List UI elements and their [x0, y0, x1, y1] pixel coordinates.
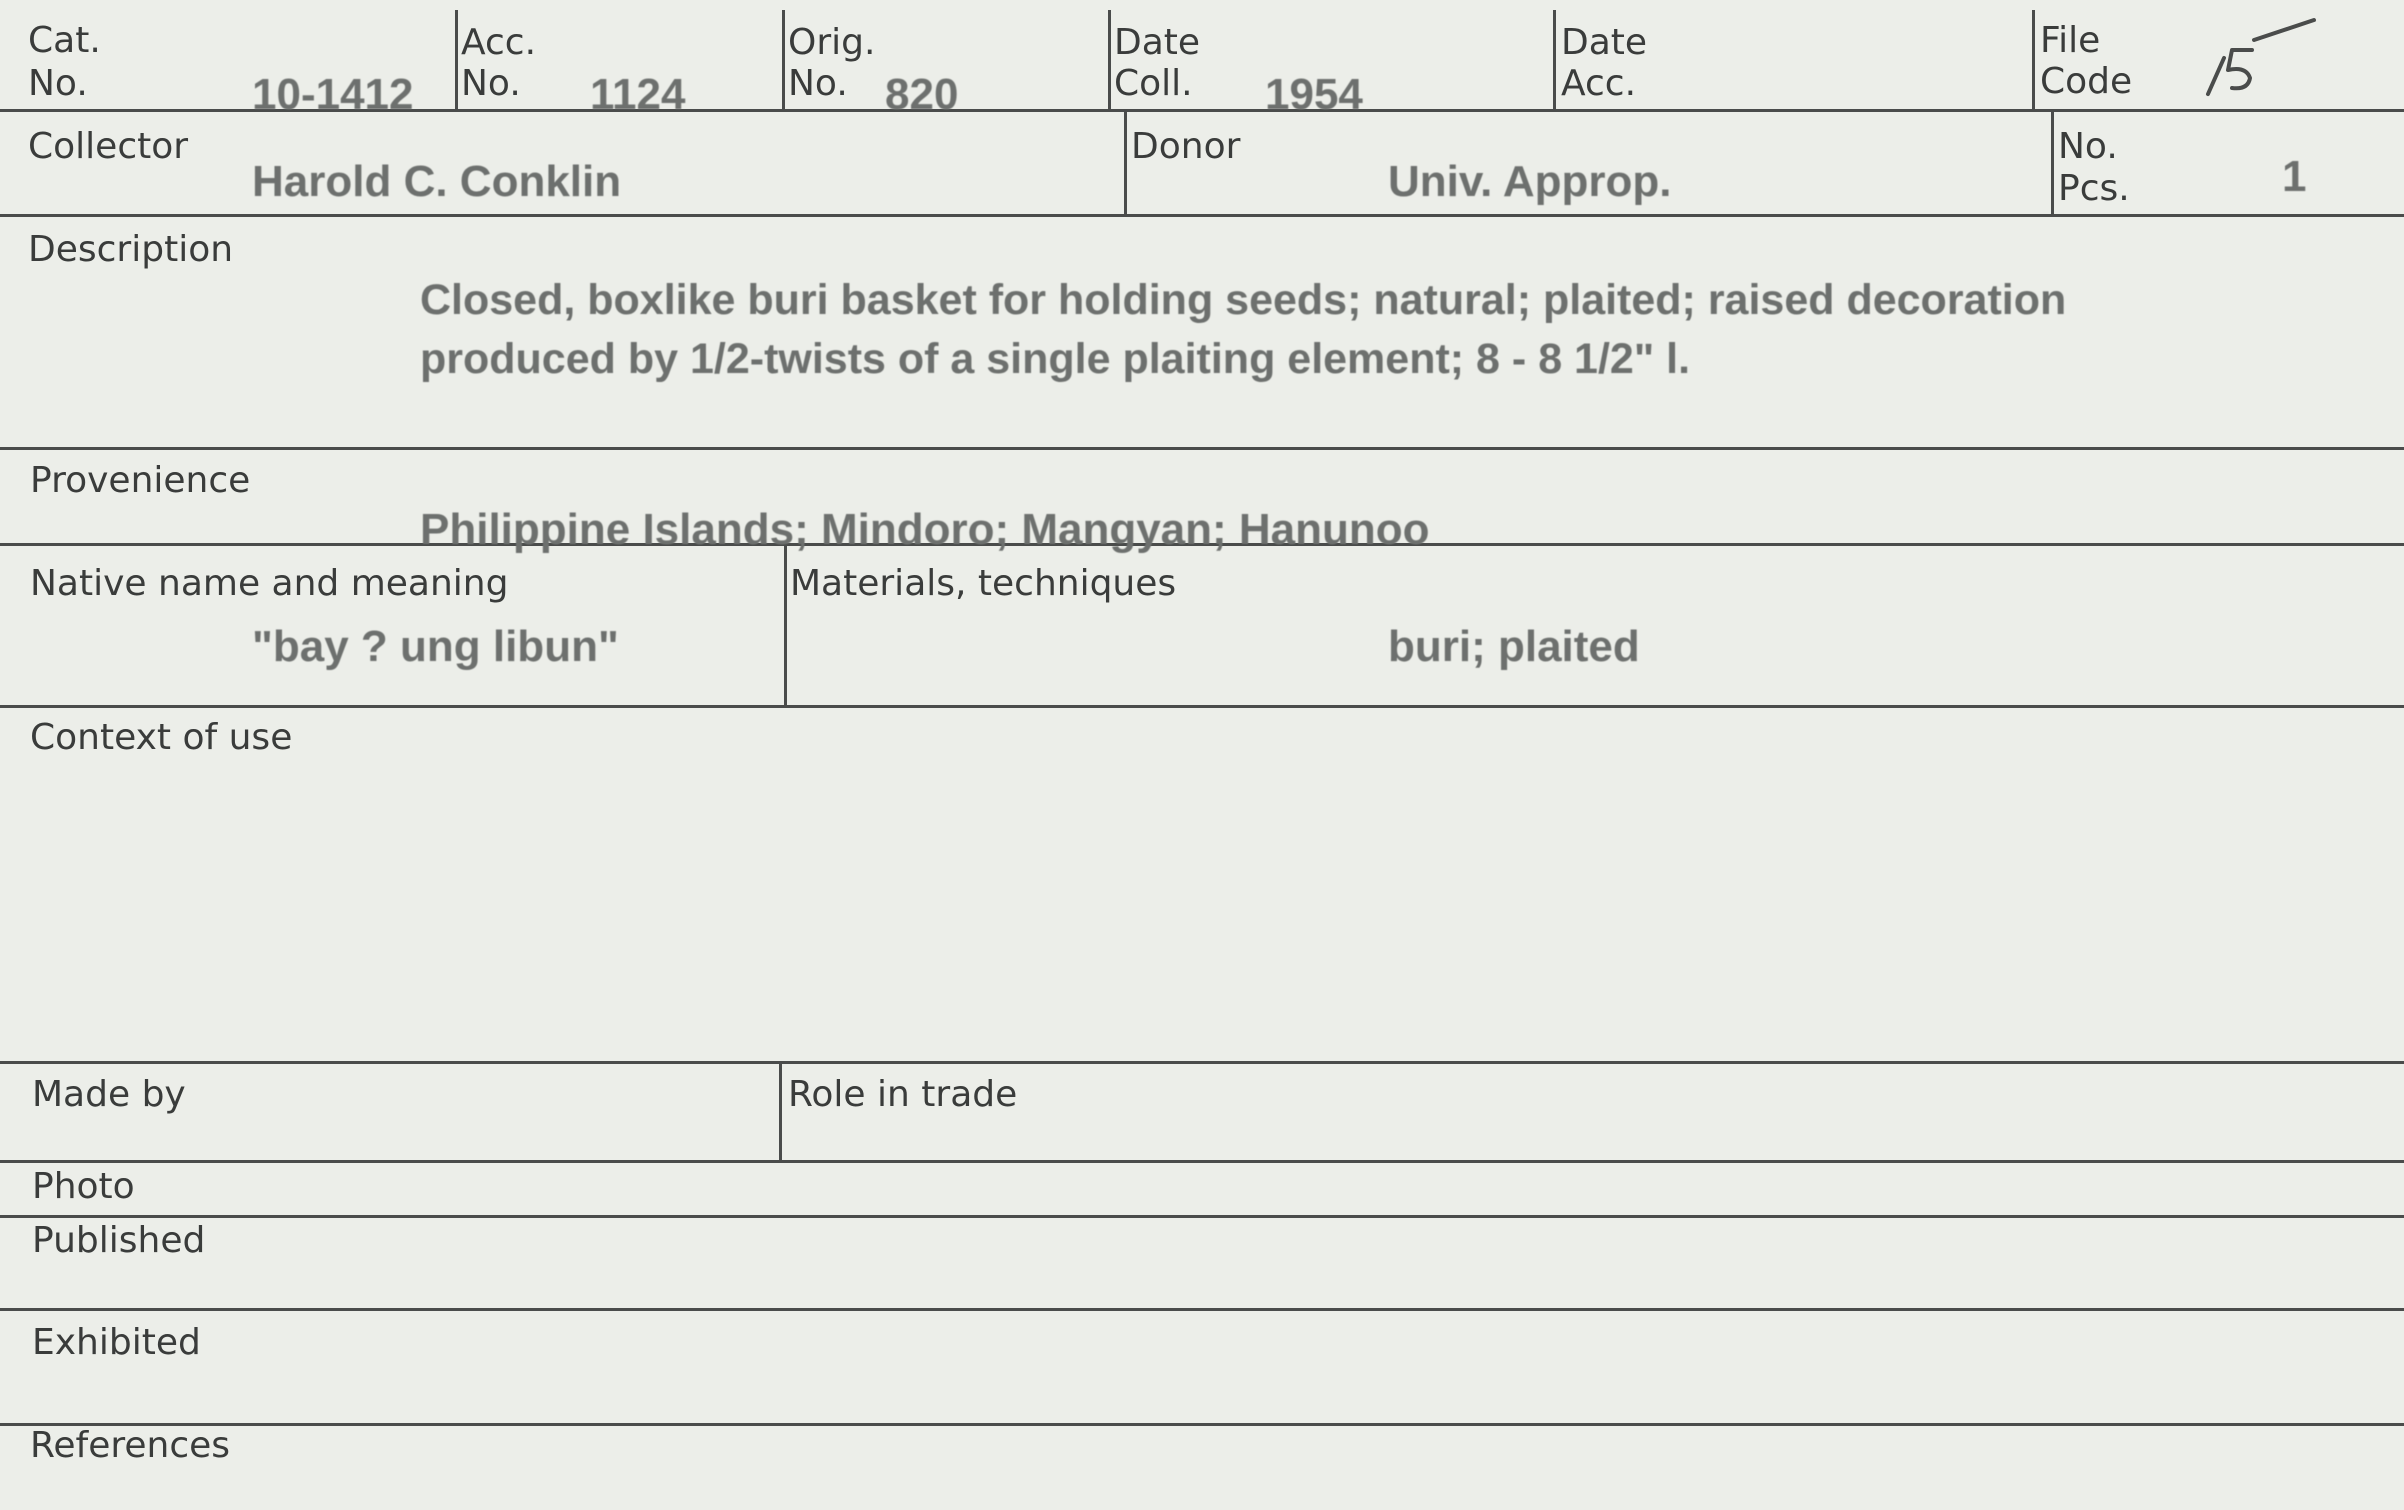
divider-native-materials [784, 544, 787, 706]
role-in-trade-label: Role in trade [788, 1074, 1018, 1115]
acc-no-value: 1124 [590, 70, 686, 119]
rule-exhibited [0, 1423, 2404, 1426]
file-code-label-line2: Code [2040, 61, 2133, 102]
rule-context [0, 1061, 2404, 1064]
native-name-label: Native name and meaning [30, 563, 509, 604]
divider-orig-date [1108, 10, 1111, 110]
published-label: Published [32, 1220, 206, 1261]
rule-description [0, 447, 2404, 450]
provenience-value: Philippine Islands; Mindoro; Mangyan; Hanunoo [420, 505, 1430, 554]
divider-donor-pcs [2051, 110, 2054, 215]
rule-photo [0, 1215, 2404, 1218]
collector-label: Collector [28, 126, 189, 167]
context-of-use-label: Context of use [30, 717, 293, 758]
donor-value: Univ. Approp. [1388, 157, 1672, 206]
rule-made-by [0, 1160, 2404, 1163]
description-label: Description [28, 229, 234, 270]
materials-value: buri; plaited [1388, 622, 1640, 671]
materials-label: Materials, techniques [790, 563, 1177, 604]
donor-label: Donor [1131, 126, 1241, 167]
rule-collector-row [0, 214, 2404, 217]
date-coll-label-line1: Date [1114, 22, 1201, 63]
orig-no-label-line2: No. [788, 63, 848, 104]
photo-label: Photo [32, 1166, 135, 1207]
date-coll-label-line2: Coll. [1114, 63, 1193, 104]
divider-dateacc-file [2032, 10, 2035, 110]
cat-no-value: 10-1412 [252, 70, 414, 119]
date-acc-label-line1: Date [1561, 22, 1648, 63]
divider-cat-acc [455, 10, 458, 110]
no-pcs-label-line2: Pcs. [2058, 168, 2130, 209]
no-pcs-label-line1: No. [2058, 126, 2118, 167]
made-by-label: Made by [32, 1074, 186, 1115]
acc-no-label-line2: No. [461, 63, 521, 104]
file-code-label-line1: File [2040, 20, 2101, 61]
file-code-handwritten-value [2190, 10, 2340, 105]
divider-acc-orig [782, 10, 785, 110]
provenience-label: Provenience [30, 460, 251, 501]
exhibited-label: Exhibited [32, 1322, 201, 1363]
rule-published [0, 1308, 2404, 1311]
collector-value: Harold C. Conklin [252, 157, 622, 206]
description-line-1: Closed, boxlike buri basket for holding seeds; natural; plaited; raised decoration [420, 276, 2067, 324]
description-line-2: produced by 1/2-twists of a single plaiting element; 8 - 8 1/2" l. [420, 335, 1691, 383]
divider-collector-donor [1124, 110, 1127, 215]
no-pcs-value: 1 [2282, 152, 2307, 201]
native-name-value: "bay ? ung libun" [252, 622, 619, 671]
divider-madeby-role [779, 1062, 782, 1161]
divider-datecoll-dateacc [1553, 10, 1556, 110]
references-label: References [30, 1425, 231, 1466]
date-acc-label-line2: Acc. [1561, 63, 1637, 104]
acc-no-label-line1: Acc. [461, 22, 537, 63]
rule-native-name [0, 705, 2404, 708]
cat-no-label-line1: Cat. [28, 20, 101, 61]
cat-no-label-line2: No. [28, 63, 88, 104]
date-coll-value: 1954 [1265, 70, 1363, 119]
orig-no-label-line1: Orig. [788, 22, 876, 63]
orig-no-value: 820 [885, 70, 959, 119]
